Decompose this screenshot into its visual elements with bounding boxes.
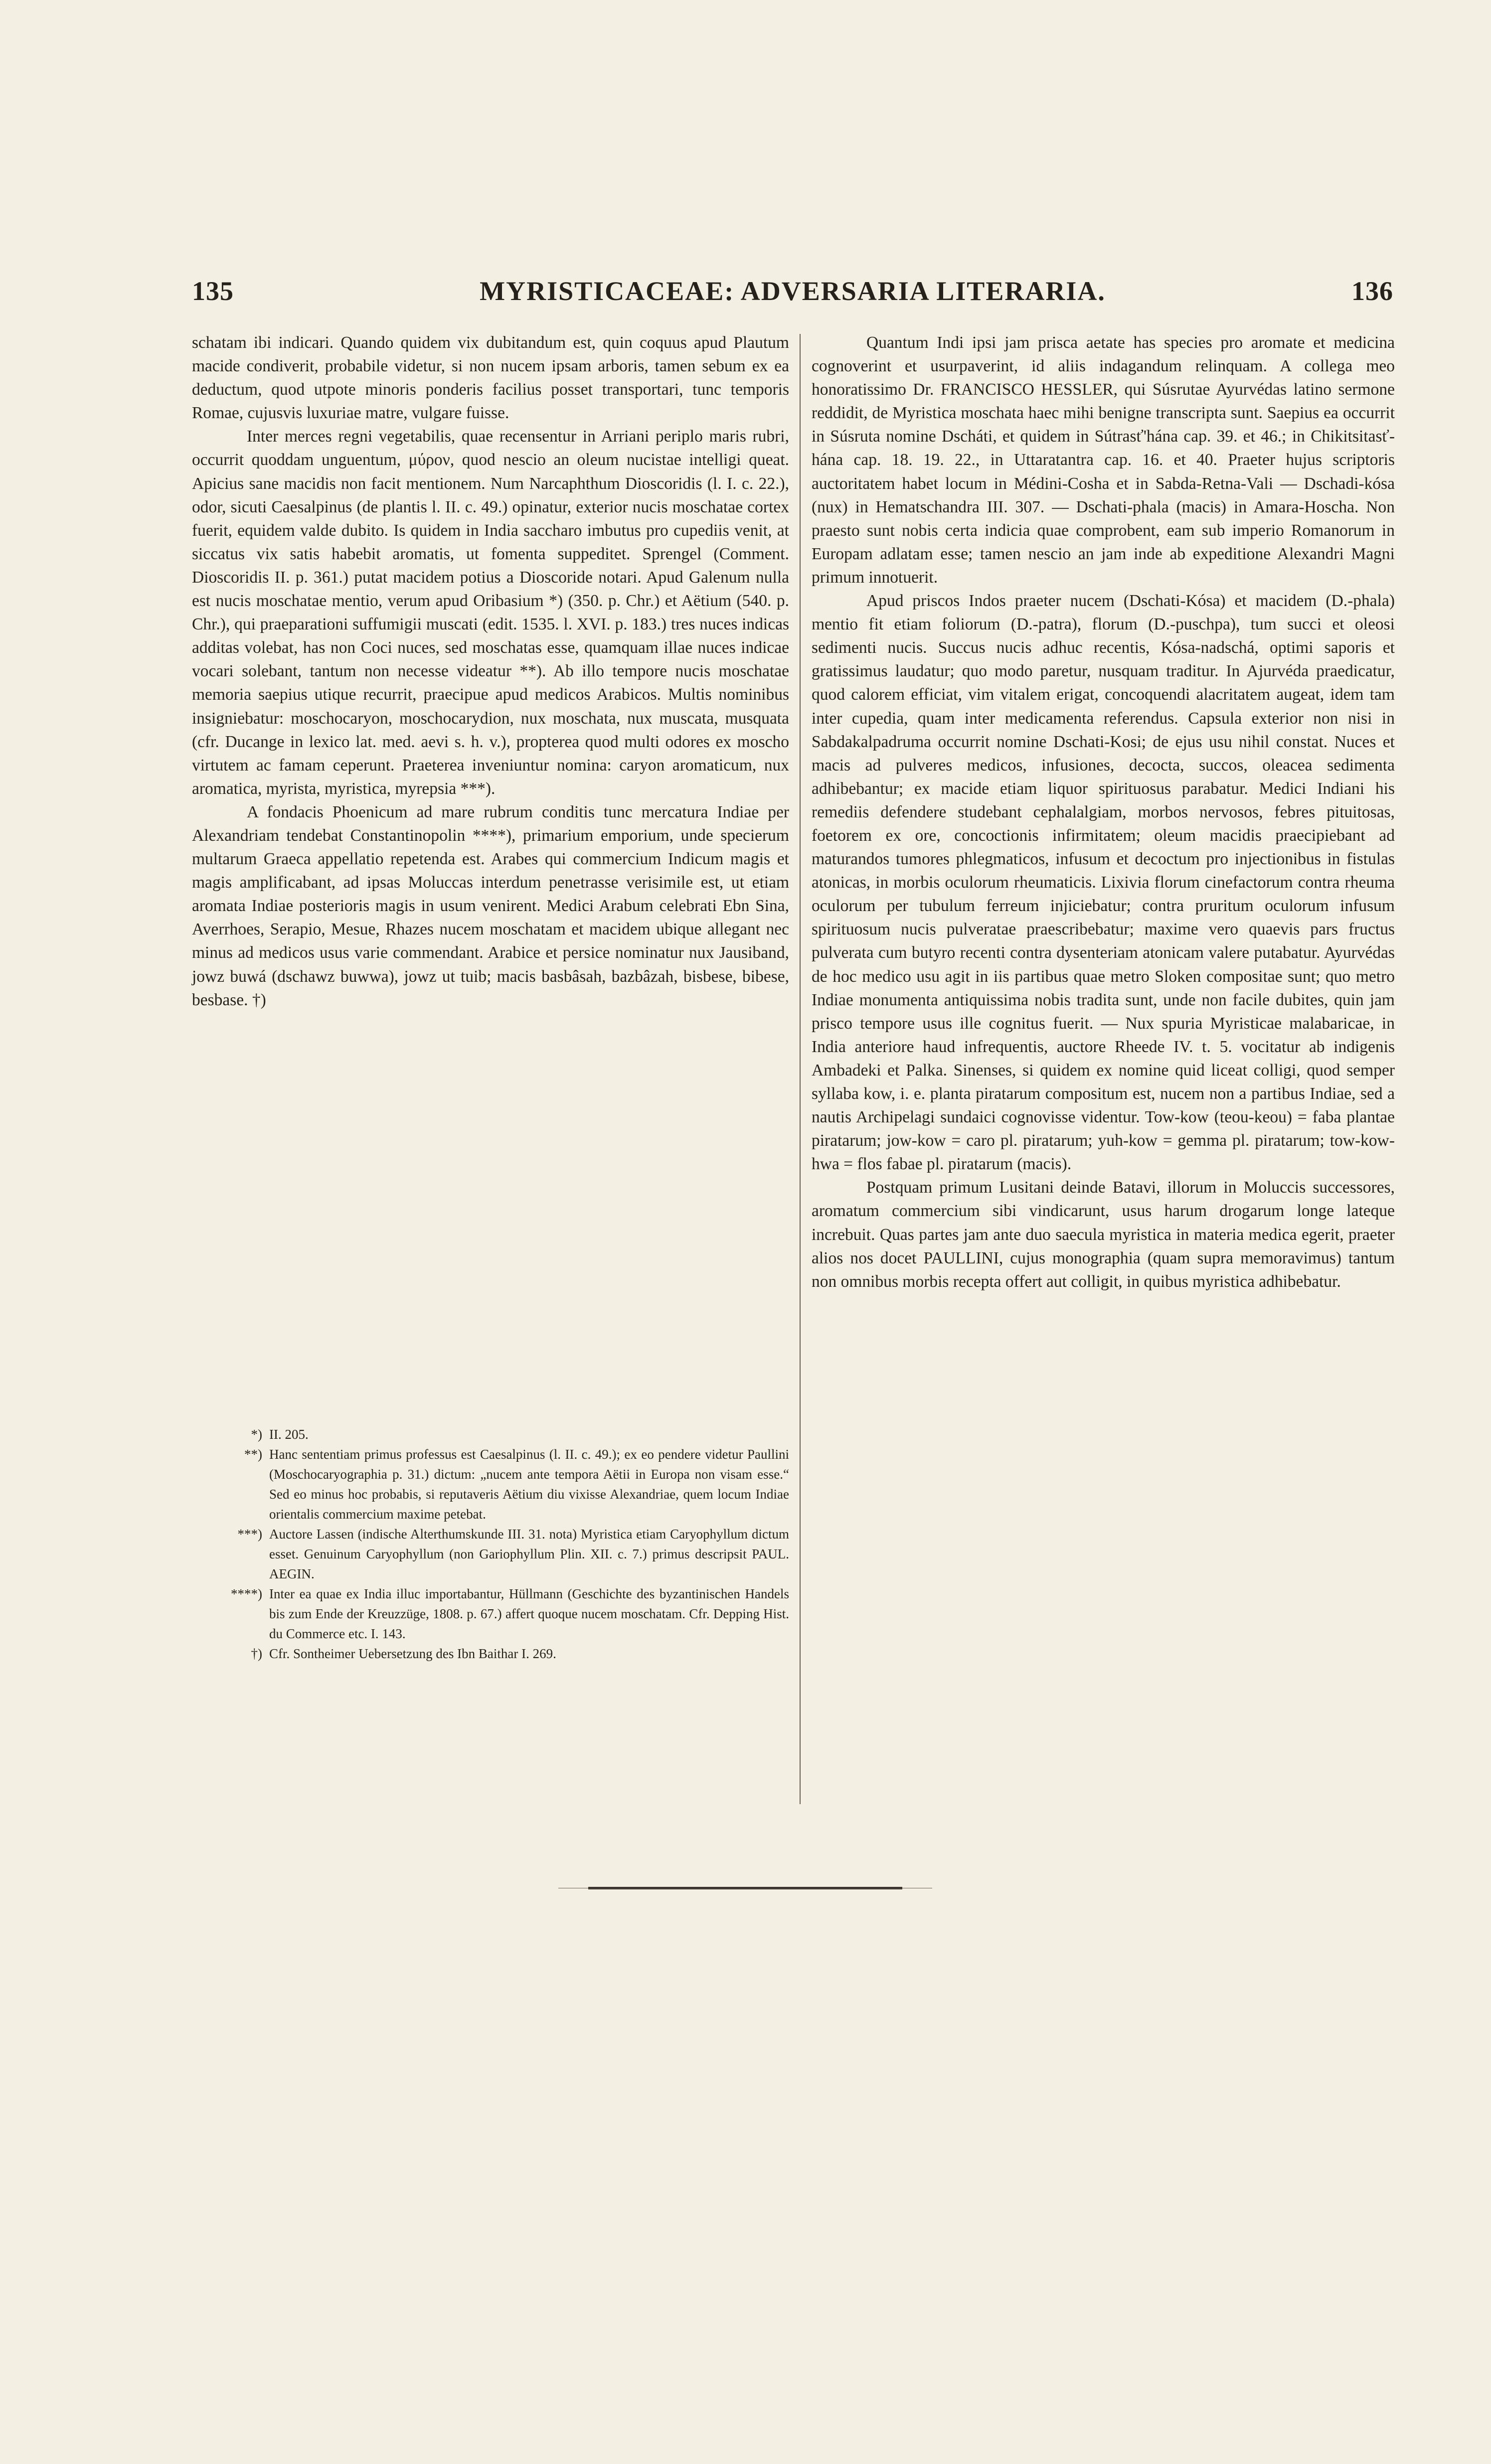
footnotes	[192, 1424, 789, 1664]
footnote	[192, 1444, 789, 1524]
left-paragraph-1: schatam ibi indicari. Quando quidem vix dubitandum est, quin coquus apud Plautum macide condiverit, probabile videtur, si non nucem ipsam arboris, tamen sebum ex ea deductum, quod utpote minoris ponderis facilius posset transportari, tunc temporis Romae, cujusvis luxuriae matre, vulgare fuisse.	[192, 333, 789, 423]
footnote	[192, 1644, 789, 1664]
left-paragraph-3: A fondacis Phoenicum ad mare rubrum conditis tunc mercatura Indiae per Alexandriam tendebat Constantinopolin ****), primarium emporium, unde specierum multarum Graeca appellatio repetenda est. Arabes qui commercium Indicum magis et magis amplificabant, ad ipsas Moluccas interdum penetrasse verisimile est, ut etiam aromata Indiae posterioris magis in usum venirent. Medici Arabum celebrati Ebn Sina, Averrhoes, Serapio, Mesue, Rhazes nucem moschatam et macidem ubique allegant nec minus ad medicos usus varie commendant. Arabice et persice nominatur nux Jausiband, jowz buwá (dschawz buwwa), jowz ut tuib; macis basbâsah, bazbâzah, bisbese, bibese, besbase. †)	[192, 802, 789, 1009]
page-number-right: 136	[1351, 276, 1393, 306]
right-paragraph-2: Apud priscos Indos praeter nucem (Dschati-Kósa) et macidem (D.-phala) mentio fit etiam foliorum (D.-patra), florum (D.-puschpa), tum succi et oleosi sedimenti nucis. Succus nucis adhuc recentis, Kósa-nadschá, optimi saporis et gratissimus laudatur; quo modo paretur, nusquam traditur. In Ajurvéda praedicatur, quod calorem efficiat, vim vitalem erigat, concoquendi alacritatem augeat, idem tam inter cupedia, quam inter medicamenta referendus. Capsula exterior non nisi in Sabdakalpadruma occurrit nomine Dschati-Kosi; de ejus usu nihil constat. Nuces et macis ad pulveres medicos, infusiones, decocta, succos, oleacea sedimenta adhibebantur; ex macide etiam liquor spirituosus parabatur. Medici Indiani his remediis defendere studebant cephalalgiam, morbos nervosos, febres pituitosas, foetorem ex ore, concoctionis infirmitatem; oleum macidis praecipiebant ad maturandos tumores phlegmaticos, infusum et decoctum pro injectionibus in fistulas atonicas, in morbis oculorum rheumaticis. Lixivia florum cinefactorum contra rheuma oculorum per tubulum ferreum injiciebatur; contra pruritum oculorum infusum spirituosum nucis pulveratae praescribebatur; maxime vero quaevis pars fructus pulverata cum butyro recenti contra dysenteriam atonicam valere putabatur. Ayurvédas de hoc medico usu agit in iis partibus quae metro Sloken compositae sunt; quo metro Indiae monumenta antiquissima nobis tradita sunt, unde non facile dubites, quin jam prisco tempore usus ille cognitus fuerit. — Nux spuria Myristicae malabaricae, in India anteriore haud infrequentis, auctore Rheede IV. t. 5. vocitatur ab indigenis Ambadeki et Palka. Sinenses, si quidem ex nomine quid liceat colligi, quod semper syllaba kow, i. e. planta piratarum compositum est, nucem non a partibus Indiae, sed a nautis Archipelagi sundaici cognovisse videntur. Tow-kow (teou-keou) = faba plantae piratarum; jow-kow = caro pl. piratarum; yuh-kow = gemma pl. piratarum; tow-kow-hwa = flos fabae pl. piratarum (macis).	[812, 592, 1395, 1174]
footnote-text: Cfr. Sontheimer Uebersetzung des Ibn Baithar I. 269.	[269, 1646, 556, 1661]
footnote-text: Hanc sententiam primus professus est Caesalpinus (l. II. c. 49.); ex eo pendere videtur Paullini (Moschocaryographia p. 31.) dictum: „nucem ante tempora Aëtii in Europa non visam esse.“ Sed eo minus hoc probabis, si reputaveris Aëtium diu vixisse Alexandriae, quem locum Indiae orientalis commercium maxime petebat.	[269, 1447, 789, 1522]
footnote-mark: **)	[244, 1447, 262, 1462]
running-title: MYRISTICACEAE: ADVERSARIA LITERARIA.	[480, 276, 1106, 306]
footnote-mark: ***)	[237, 1527, 262, 1541]
running-header	[192, 276, 1393, 315]
footnote	[192, 1524, 789, 1584]
footnote-mark: *)	[251, 1427, 262, 1442]
left-column	[192, 331, 789, 1012]
right-paragraph-1: Quantum Indi ipsi jam prisca aetate has species pro aromate et medicina cognoverint et usurpaverint, id aliis indagandum relinquam. A collega meo honoratissimo Dr. FRANCISCO HESSLER, qui Súsrutae Ayurvédas latino sermone reddidit, de Myristica moschata haec mihi benigne transcripta sunt. Saepius ea occurrit in Súsruta nomine Dscháti, et quidem in Sútrasť'hána cap. 39. et 46.; in Chikitsitasť-hána cap. 18. 19. 22., in Uttaratantra cap. 16. et 40. Praeter hujus scriptoris auctoritatem habet locum in Médini-Cosha et in Sabda-Retna-Vali — Dschadi-kósa (nux) in Hematschandra III. 307. — Dschati-phala (macis) in Amara-Hoscha. Non praesto sunt nobis certa indicia quae comprobent, eam sub imperio Romanorum in Europam adlatam esse; tamen nescio an jam inde ab expeditione Alexandri Magni primum innotuerit.	[812, 333, 1395, 587]
footnote-mark: †)	[251, 1646, 262, 1661]
page-number-left: 135	[192, 276, 234, 306]
end-rule	[588, 1887, 902, 1889]
right-paragraph-3: Postquam primum Lusitani deinde Batavi, illorum in Moluccis successores, aromatum commercium sibi vindicarunt, usus harum drogarum longe lateque increbuit. Quas partes jam ante duo saecula myristica in materia medica egerit, praeter alios nos docet PAULLINI, cujus monographia (quam supra memoravimus) tantum non omnibus morbis recepta offert aut colligit, in quibus myristica adhibebatur.	[812, 1178, 1395, 1291]
right-column	[812, 331, 1395, 1293]
footnote-text: II. 205.	[269, 1427, 309, 1442]
column-divider	[800, 334, 801, 1804]
footnote-mark: ****)	[231, 1586, 262, 1601]
footnote	[192, 1584, 789, 1644]
footnote-text: Inter ea quae ex India illuc importabantur, Hüllmann (Geschichte des byzantinischen Handels bis zum Ende der Kreuzzüge, 1808. p. 67.) affert quoque nucem moschatam. Cfr. Depping Hist. du Commerce etc. I. 143.	[269, 1586, 789, 1641]
footnote-text: Auctore Lassen (indische Alterthumskunde III. 31. nota) Myristica etiam Caryophyllum dictum esset. Genuinum Caryophyllum (non Gariophyllum Plin. XII. c. 7.) primus descripsit PAUL. AEGIN.	[269, 1527, 789, 1581]
footnote	[192, 1424, 789, 1444]
left-paragraph-2: Inter merces regni vegetabilis, quae recensentur in Arriani periplo maris rubri, occurrit quoddam unguentum, μύρον, quod nescio an oleum nucistae intelligi queat. Apicius sane macidis non facit mentionem. Num Narcaphthum Dioscoridis (l. I. c. 22.), odor, sicuti Caesalpinus (de plantis l. II. c. 49.) opinatur, exterior nucis moschatae cortex fuerit, equidem valde dubito. Is quidem in India saccharo imbutus pro cupediis venit, at siccatus vix satis habebit aromatis, ut fomenta suppeditet. Sprengel (Comment. Dioscoridis II. p. 361.) putat macidem potius a Dioscoride notari. Apud Galenum nulla est nucis moschatae mentio, verum apud Oribasium *) (350. p. Chr.) et Aëtium (540. p. Chr.), qui praeparationi suffumigii muscati (edit. 1535. l. XVI. p. 183.) tres nuces indicas additas volebat, has non Coci nuces, sed moschatas esse, quamquam illae nuces indicae vocari solebant, tantum non necesse videatur **). Ab illo tempore nucis moschatae memoria saepius utique recurrit, praecipue apud medicos Arabicos. Multis nominibus insigniebatur: moschocaryon, moschocarydion, nux moschata, nux muscata, musquata (cfr. Ducange in lexico lat. med. aevi s. h. v.), propterea quod multi odores ex moscho virtutem ac famam ceperunt. Praeterea inveniuntur nomina: caryon aromaticum, nux aromatica, myrista, myristica, myrepsia ***).	[192, 427, 789, 798]
